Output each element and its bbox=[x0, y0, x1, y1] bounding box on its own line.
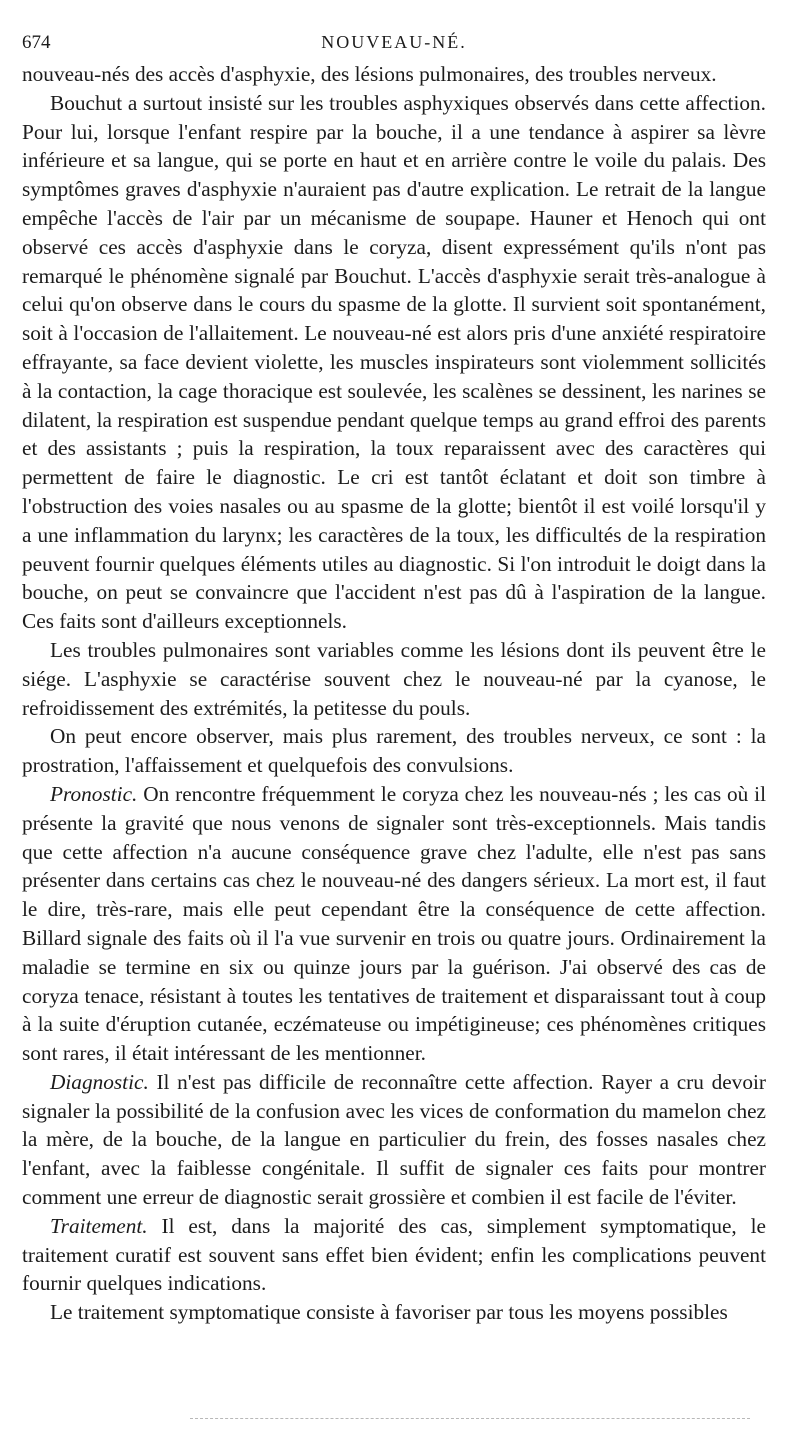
footer-rule bbox=[190, 1418, 750, 1419]
paragraph-pronostic bbox=[22, 780, 766, 1068]
paragraph-final bbox=[22, 1298, 766, 1327]
paragraph-text: On peut encore observer, mais plus rarement, des troubles nerveux, ce sont : la prostration, l'affaissement et quelquefois des convulsions. bbox=[22, 724, 766, 778]
paragraph-text: On rencontre fréquemment le coryza chez les nouveau-nés ; les cas où il présente la gravité que nous venons de signaler sont très-exceptionnels. Mais tandis que cette affection n'a aucune conséquence grave chez l'adulte, elle n'est pas sans présenter dans certains cas chez le nouveau-né des dangers sérieux. La mort est, il faut le dire, très-rare, mais elle peut cependant être la conséquence de cette affection. Billard signale des faits où il l'a vue survenir en trois ou quatre jours. Ordinairement la maladie se termine en six ou quinze jours par la guérison. J'ai observé des cas de coryza tenace, résistant à toutes les tentatives de traitement et disparaissant tout à coup à la suite d'éruption cutanée, eczémateuse ou impétigineuse; ces phénomènes critiques sont rares, il était intéressant de les mentionner. bbox=[22, 781, 766, 1066]
paragraph-text: Il n'est pas difficile de reconnaître cette affection. Rayer a cru devoir signaler la possibilité de la confusion avec les vices de conformation du mamelon chez la mère, de la bouche, de la langue en particulier du frein, des fosses nasales chez l'enfant, avec la faiblesse congénitale. Il suffit de signaler ces faits pour montrer comment une erreur de diagnostic serait grossière et combien il est facile de l'éviter. bbox=[22, 1069, 766, 1210]
paragraph-text: Les troubles pulmonaires sont variables comme les lésions dont ils peuvent être le siége. L'asphyxie se caractérise souvent chez le nouveau-né par la cyanose, le refroidissement des extrémités, la petitesse du pouls. bbox=[22, 637, 766, 720]
paragraph-continuation bbox=[22, 60, 766, 89]
paragraph-nervous bbox=[22, 722, 766, 780]
section-heading-traitement: Traitement. bbox=[50, 1213, 148, 1238]
paragraph-traitement bbox=[22, 1212, 766, 1298]
page-number: 674 bbox=[22, 32, 51, 53]
running-title: NOUVEAU-NÉ. bbox=[321, 32, 467, 52]
paragraph-diagnostic bbox=[22, 1068, 766, 1212]
paragraph-pulmonary bbox=[22, 636, 766, 722]
paragraph-text: Il est, dans la majorité des cas, simplement symptomatique, le traitement curatif est souvent sans effet bien évident; enfin les complications peuvent fournir quelques indications. bbox=[22, 1213, 766, 1296]
paragraph-text: Bouchut a surtout insisté sur les troubles asphyxiques observés dans cette affection. Pour lui, lorsque l'enfant respire par la bouche, il a une tendance à aspirer sa lèvre inférieure et sa langue, qui se porte en haut et en arrière contre le voile du palais. Des symptômes graves d'asphyxie n'auraient pas d'autre explication. Le retrait de la langue empêche l'accès de l'air par un mécanisme de soupape. Hauner et Henoch qui ont observé ces accès d'asphyxie dans le coryza, disent expressément qu'ils n'ont pas remarqué le phénomène signalé par Bouchut. L'accès d'asphyxie serait très-analogue à celui qu'on observe dans le cours du spasme de la glotte. Il survient soit spontanément, soit à l'occasion de l'allaitement. Le nouveau-né est alors pris d'une anxiété respiratoire effrayante, sa face devient violette, les muscles inspirateurs sont violemment sollicités à la contaction, la cage thoracique est soulevée, les scalènes se dessinent, les narines se dilatent, la respiration est suspendue pendant quelque temps au grand effroi des parents et des assistants ; puis la respiration, la toux reparaissent avec des caractères qui permettent de faire le diagnostic. Le cri est tantôt éclatant et doit son timbre à l'obstruction des voies nasales ou au spasme de la glotte; bientôt il est voilé lorsqu'il y a une inflammation du larynx; les caractères de la toux, les difficultés de la respiration peuvent fournir quelques éléments utiles au diagnostic. Si l'on introduit le doigt dans la bouche, on peut se convaincre que l'accident n'est pas dû à l'aspiration de la langue. Ces faits sont d'ailleurs exceptionnels. bbox=[22, 90, 766, 634]
paragraph-text: nouveau-nés des accès d'asphyxie, des lésions pulmonaires, des troubles nerveux. bbox=[22, 62, 717, 86]
book-page bbox=[22, 22, 766, 1327]
section-heading-diagnostic: Diagnostic. bbox=[50, 1069, 149, 1094]
body-text bbox=[22, 60, 766, 1327]
page-header bbox=[22, 22, 766, 52]
paragraph-text: Le traitement symptomatique consiste à favoriser par tous les moyens possibles bbox=[50, 1300, 728, 1325]
paragraph-bouchut bbox=[22, 89, 766, 636]
section-heading-pronostic: Pronostic. bbox=[50, 781, 138, 806]
